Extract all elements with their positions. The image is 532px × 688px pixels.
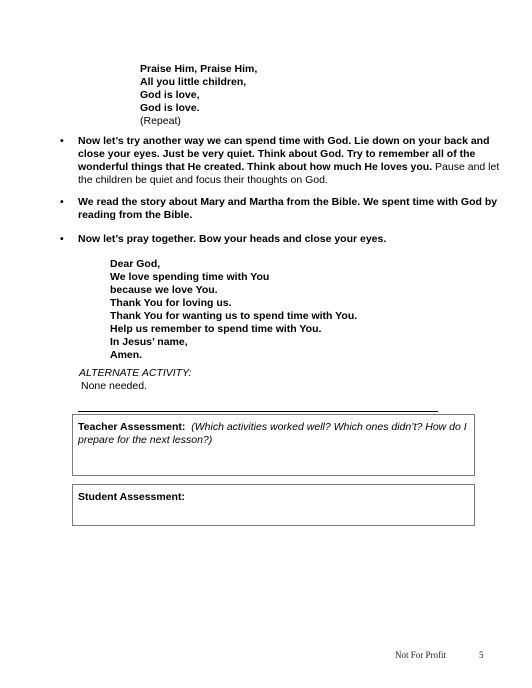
song-line: God is love, bbox=[140, 89, 200, 101]
prayer-line: Amen. bbox=[110, 349, 143, 361]
song-repeat: (Repeat) bbox=[140, 115, 181, 127]
prayer-line: Dear God, bbox=[110, 258, 161, 270]
student-assessment-label: Student Assessment: bbox=[78, 491, 185, 503]
alternate-activity-label: ALTERNATE ACTIVITY: bbox=[79, 367, 192, 379]
song-line: All you little children, bbox=[140, 76, 247, 88]
bullet-icon: • bbox=[60, 233, 64, 245]
prayer-line: Thank You for wanting us to spend time with You. bbox=[110, 310, 358, 322]
prayer-line: In Jesus’ name, bbox=[110, 336, 188, 348]
bullet-bold-text: Now let’s pray together. Bow your heads and close your eyes. bbox=[78, 233, 387, 245]
bullet-text bbox=[78, 135, 500, 187]
bullet-text bbox=[78, 196, 500, 222]
teacher-assessment-label: Teacher Assessment: bbox=[78, 421, 186, 433]
teacher-assessment-content bbox=[73, 415, 474, 453]
bullet-bold-text: We read the story about Mary and Martha from the Bible. We spent time with God by reading from the Bible. bbox=[78, 196, 498, 221]
song-lyrics bbox=[140, 63, 257, 128]
page-number: 5 bbox=[479, 650, 484, 660]
bullet-icon: • bbox=[60, 135, 64, 147]
student-assessment-content bbox=[73, 485, 474, 510]
bullet-bold-text: Now let’s try another way we can spend time with God. Lie down on your back and close your eyes. Just be very quiet. Think about God. Try to remember all of the wonderful things that He created. Think about how much He loves you. bbox=[78, 135, 490, 173]
student-assessment-box bbox=[72, 484, 475, 526]
song-line: Praise Him, Praise Him, bbox=[140, 63, 258, 75]
bullet-icon: • bbox=[60, 196, 64, 208]
prayer-line: because we love You. bbox=[110, 284, 218, 296]
alternate-activity-text: None needed. bbox=[81, 380, 147, 392]
prayer-line: We love spending time with You bbox=[110, 271, 270, 283]
prayer-text bbox=[110, 258, 357, 362]
alternate-activity bbox=[79, 367, 192, 393]
divider-line bbox=[78, 411, 438, 412]
song-line: God is love. bbox=[140, 102, 200, 114]
teacher-assessment-box bbox=[72, 414, 475, 476]
prayer-line: Thank You for loving us. bbox=[110, 297, 232, 309]
bullet-text bbox=[78, 233, 500, 246]
footer-text: Not For Profit bbox=[395, 650, 447, 660]
prayer-line: Help us remember to spend time with You. bbox=[110, 323, 322, 335]
bullet-normal-text: Pause and let the children be quiet and focus their thoughts on God. bbox=[78, 161, 500, 186]
teacher-assessment-note: (Which activities worked well? Which ones didn’t? How do I prepare for the next lesson?) bbox=[78, 421, 467, 446]
